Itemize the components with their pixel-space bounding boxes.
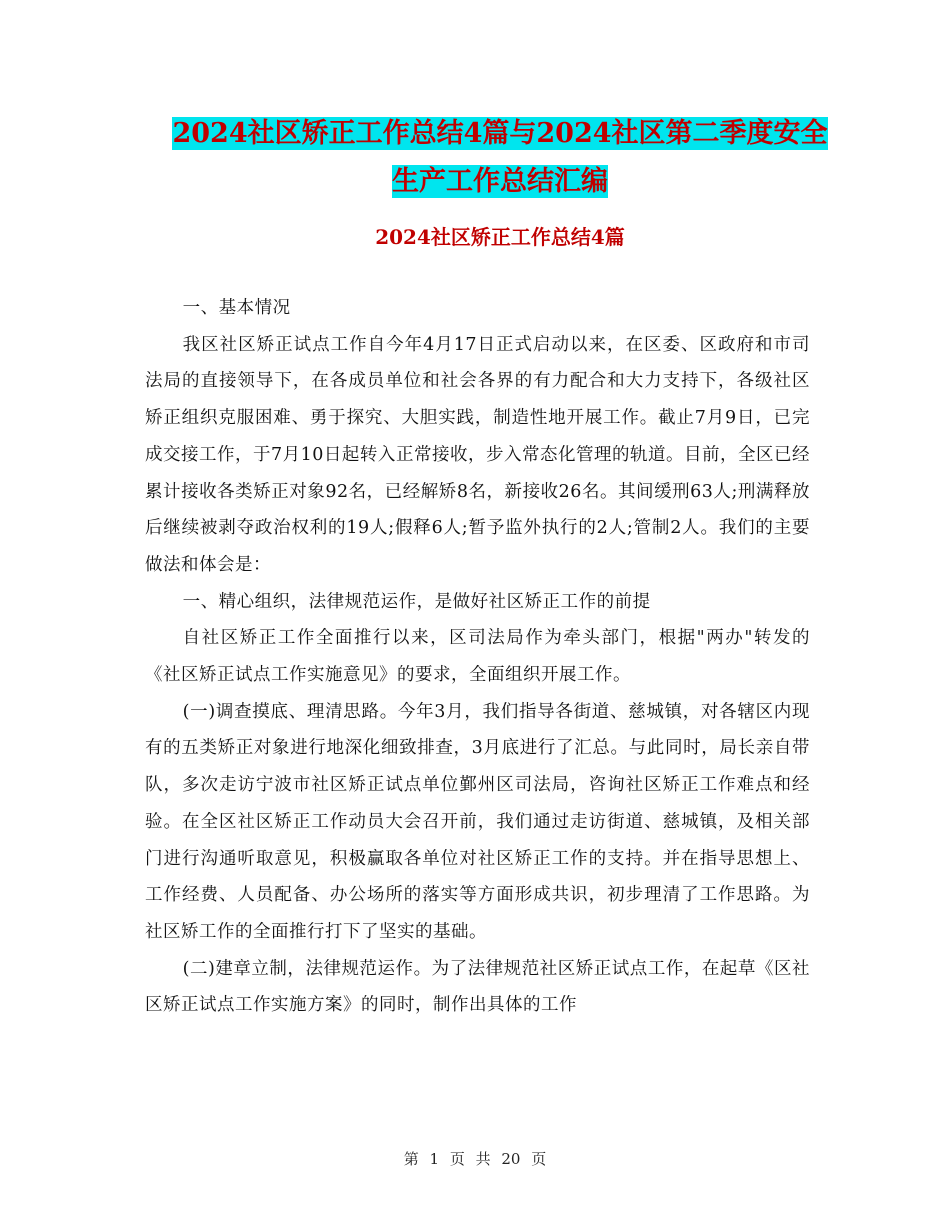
paragraph: (二)建章立制，法律规范运作。为了法律规范社区矫正试点工作，在起草《区社区矫正试点工作实施方案》的同时，制作出具体的工作: [145, 958, 810, 1016]
paragraph: 我区社区矫正试点工作自今年4月17日正式启动以来，在区委、区政府和市司法局的直接领导下，在各成员单位和社会各界的有力配合和大力支持下，各级社区矫正组织克服困难、勇于探究、大胆实践，制造性地开展工作。截止7月9日，已完成交接工作，于7月10日起转入正常接收，步入常态化管理的轨道。目前，全区已经累计接收各类矫正对象92名，已经解矫8名，新接收26名。其间缓刑63人;刑满释放后继续被剥夺政治权利的19人;假释6人;暂予监外执行的2人;管制2人。我们的主要做法和体会是：: [145, 334, 810, 575]
paragraph: 自社区矫正工作全面推行以来，区司法局作为牵头部门，根据"两办"转发的《社区矫正试点工作实施意见》的要求，全面组织开展工作。: [145, 628, 810, 686]
document-body: [145, 290, 810, 1024]
document-title-line-2: 生产工作总结汇编: [392, 166, 608, 197]
document-title: [140, 110, 860, 206]
document-title-line-1: 2024社区矫正工作总结4篇与2024社区第二季度安全: [172, 118, 828, 149]
paragraph-heading-organization: 一、精心组织，法律规范运作，是做好社区矫正工作的前提: [182, 591, 651, 612]
page-number-footer: 第 1 页 共 20 页: [403, 1150, 547, 1168]
section-title: 2024社区矫正工作总结4篇: [375, 225, 625, 249]
paragraph: (一)调查摸底、理清思路。今年3月，我们指导各街道、慈城镇，对各辖区内现有的五类矫正对象进行地深化细致排查，3月底进行了汇总。与此同时，局长亲自带队，多次走访宁波市社区矫正试点单位鄞州区司法局，咨询社区矫正工作难点和经验。在全区社区矫正工作动员大会召开前，我们通过走访街道、慈城镇，及相关部门进行沟通听取意见，积极赢取各单位对社区矫正工作的支持。并在指导思想上、工作经费、人员配备、办公场所的落实等方面形成共识，初步理清了工作思路。为社区矫工作的全面推行打下了坚实的基础。: [145, 701, 810, 942]
paragraph-heading-basic-situation: 一、基本情况: [182, 298, 291, 318]
